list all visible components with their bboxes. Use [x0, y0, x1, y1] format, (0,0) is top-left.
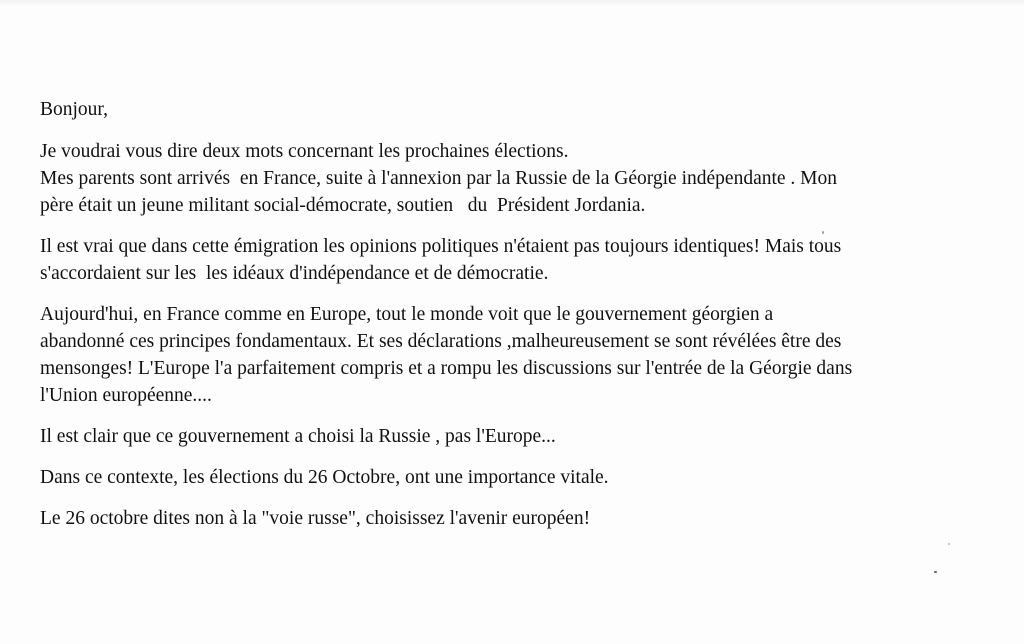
- paragraph-emigration: [40, 233, 1000, 287]
- paragraph-line: abandonné ces principes fondamentaux. Et ses déclarations ,malheureusement se sont révélées être des: [40, 331, 842, 352]
- paragraph-line: Il est clair que ce gouvernement a choisi la Russie , pas l'Europe...: [40, 426, 556, 447]
- paragraph-russia-choice: [40, 423, 1000, 450]
- letter-body: [40, 96, 1000, 546]
- paragraph-line: mensonges! L'Europe l'a parfaitement compris et a rompu les discussions sur l'entrée de la Géorgie dans: [40, 358, 853, 379]
- scan-speck: [934, 571, 937, 573]
- scan-speck: [948, 543, 950, 545]
- paragraph-context: [40, 464, 1000, 491]
- paragraph-closing-call: [40, 505, 1000, 532]
- paragraph-line: s'accordaient sur les les idéaux d'indépendance et de démocratie.: [40, 263, 549, 284]
- letter-greeting: Bonjour,: [40, 99, 109, 120]
- paragraph-line: Le 26 octobre dites non à la "voie russe", choisissez l'avenir européen!: [40, 508, 591, 529]
- paragraph-line: Dans ce contexte, les élections du 26 Octobre, ont une importance vitale.: [40, 467, 609, 488]
- scan-speck: [822, 231, 824, 234]
- paragraph-line: père était un jeune militant social-démocrate, soutien du Président Jordania.: [40, 195, 646, 216]
- paragraph-line: l'Union européenne....: [40, 385, 212, 406]
- paragraph-line: Je voudrai vous dire deux mots concernant les prochaines élections.: [40, 141, 569, 162]
- scan-top-edge: [0, 0, 1024, 6]
- paragraph-line: Il est vrai que dans cette émigration les opinions politiques n'étaient pas toujours identiques! Mais tous: [40, 236, 842, 257]
- paragraph-elections-intro: [40, 138, 1000, 219]
- paragraph-government: [40, 301, 1000, 409]
- paragraph-line: Aujourd'hui, en France comme en Europe, tout le monde voit que le gouvernement géorgien a: [40, 304, 774, 325]
- paragraph-line: Mes parents sont arrivés en France, suite à l'annexion par la Russie de la Géorgie indépendante . Mon: [40, 168, 838, 189]
